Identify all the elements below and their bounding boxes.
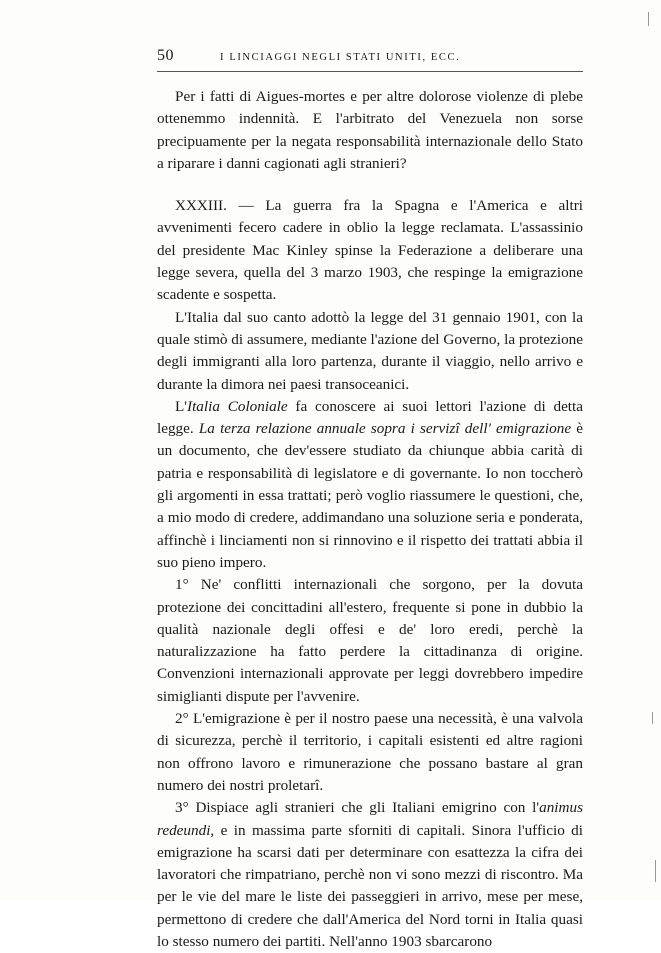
text-span: è un documento, che dev'essere studiato da chiunque abbia carità di patria e responsabilità di legislatore e di governante. Io non toccherò gli argomenti in essa trattati; però voglio riassumere le questioni, che, a mio modo di credere, addimandano una soluzione seria e ponderata, affinchè i linciamenti non si rinnovino e il rispetto dei trattati abbia il suo pieno impero. [157, 420, 584, 571]
text-span: e in massima parte sforniti di capitali. Sinora l'ufficio di emigrazione ha scarsi dati per determinare con esattezza la cifra dei lavoratori che rimpatriano, perchè non vi sono mezzi di riscontro. Ma per le vie del mare le liste dei passeggieri in arrivo, mese per mese, permettono di credere che dall'America del Nord torni in Italia quasi lo stesso numero dei partiti. Nell'anno 1903 sbarcarono [157, 821, 583, 950]
text-span: L' [175, 397, 188, 415]
body-text [157, 86, 583, 953]
paragraph-point-3 [157, 797, 583, 953]
running-title: I LINCIAGGI NEGLI STATI UNITI, ECC. [220, 52, 461, 63]
italic-title-relazione: La terza relazione annuale sopra i servizî dell' emigrazione [198, 420, 572, 438]
header-rule [157, 71, 583, 72]
page-number: 50 [157, 47, 174, 64]
paragraph-section-xxxiii: XXXIII. — La guerra fra la Spagna e l'America e altri avvenimenti fecero cadere in oblio la legge reclamata. L'assassinio del presidente Mac Kinley spinse la Federazione a deliberare una legge severa, quella del 3 marzo 1903, che respinge la emigrazione scadente e sospetta. [157, 197, 583, 304]
margin-scan-mark [648, 12, 649, 26]
italic-animus-redeundi: animus redeundi, [157, 799, 583, 839]
page-header [157, 47, 583, 67]
paragraph-aigues-mortes: Per i fatti di Aigues-mortes e per altre dolorose violenze di plebe ottenemmo indennità. E l'arbitrato del Venezuela non sorse precipuamente per la negata responsabilità internazionale dello Stato a riparare i danni cagionati agli stranieri? [157, 88, 583, 172]
italic-title-italia-coloniale: Italia Coloniale [187, 397, 288, 415]
text-span: fa conoscere ai suoi lettori l'azione di detta legge. [157, 397, 583, 438]
paragraph-point-2: 2° L'emigrazione è per il nostro paese una necessità, è una valvola di sicurezza, perchè il territorio, i capitali esistenti ed altre ragioni non offrono lavoro e rimunerazione che possano bastare al gran numero dei nostri proletarî. [157, 710, 583, 794]
text-span: 3° Dispiace agli stranieri che gli Italiani emigrino con l' [175, 799, 540, 817]
margin-scan-mark [655, 860, 656, 882]
paragraph-italia-coloniale [157, 396, 583, 574]
paragraph-point-1: 1° Ne' conflitti internazionali che sorgono, per la dovuta protezione dei concittadini all'estero, frequente si pone in dubbio la qualità nazionale degli offesi e de' loro eredi, perchè la naturalizzazione ha fatto perdere la cittadinanza di origine. Convenzioni internazionali approvate per leggi dovrebbero impedire simiglianti dispute per l'avvenire. [157, 576, 583, 705]
margin-scan-mark [652, 712, 653, 724]
paragraph-legge-1901: L'Italia dal suo canto adottò la legge del 31 gennaio 1901, con la quale stimò di assumere, mediante l'azione del Governo, la protezione degli immigranti alla loro partenza, durante il viaggio, nello arrivo e durante la dimora nei paesi transoceanici. [157, 308, 583, 393]
